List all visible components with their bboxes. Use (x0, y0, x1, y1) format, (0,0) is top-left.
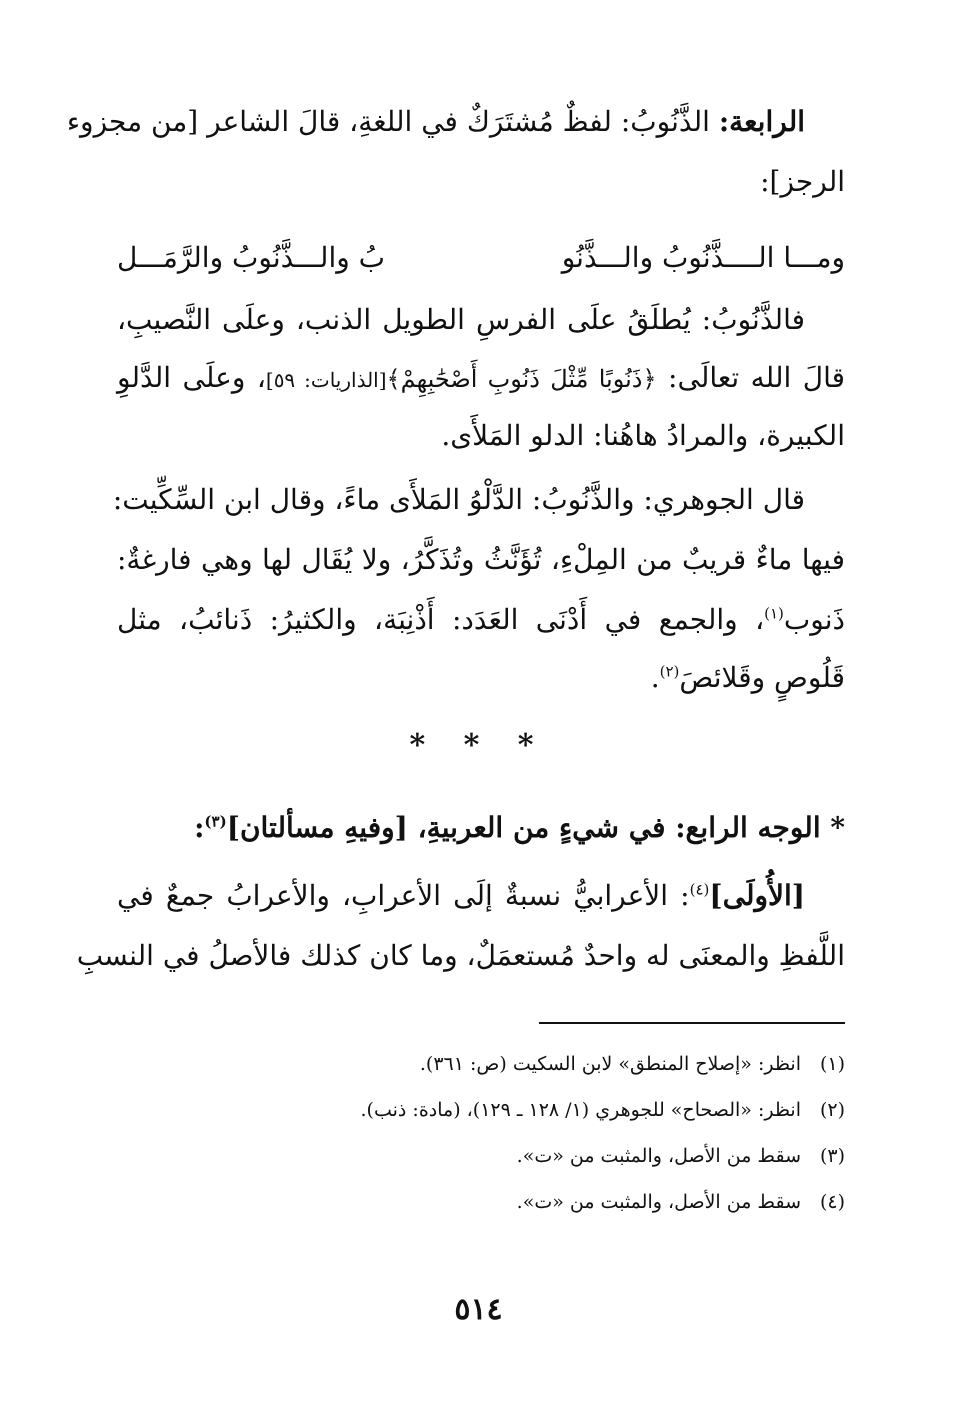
footnote (117, 1096, 845, 1124)
heading-text: * الوجه الرابع: في شيءٍ من العربيةِ، [وفيهِ مسألتان] (226, 811, 845, 844)
quran-reference: [الذاريات: ٥٩] (265, 368, 387, 392)
footnote-marker: (٣) (204, 812, 227, 831)
footnote-number: (٣) (819, 1145, 845, 1167)
paragraph-line (117, 358, 845, 400)
line-text: قَلُوصٍ وقَلائصَ (679, 661, 845, 694)
footnote-marker: (٢) (659, 662, 680, 681)
footnote-number: (٤) (819, 1191, 845, 1213)
paragraph-line (117, 876, 845, 916)
line-text: . (650, 661, 660, 694)
point-label: [الأُولَى] (709, 879, 805, 912)
section-separator: * * * (409, 728, 548, 763)
line-text: ذَنوب (783, 603, 845, 636)
poetry-verse (117, 238, 845, 282)
footnote-marker: (١) (764, 604, 784, 623)
paragraph-line: اللَّفظِ والمعنَى له واحدٌ مُستعمَلٌ، وما كان كذلك فالأصلُ في النسبِ (76, 939, 845, 972)
paragraph-line: الكبيرة، والمرادُ هاهُنا: الدلو المَلأَى. (441, 419, 845, 452)
line-text: : الأعرابيُّ نسبةٌ إلَى الأعرابِ، والأعرابُ جمعٌ في (117, 879, 690, 912)
paragraph-line: قال الجوهري: والذَّنُوبُ: الدَّلْوُ المَلأَى ماءً، وقال ابن السِّكِّيت: (112, 483, 805, 516)
verse-first-hemistich: ومـــا الــــذَّنُوبُ والـــذَّنُو (561, 241, 845, 274)
line-text: الذَّنُوبُ: لفظٌ مُشتَرَكٌ في اللغةِ، قالَ الشاعر [من مجزوء (66, 105, 719, 138)
footnote-number: (٢) (819, 1099, 845, 1121)
footnote (117, 1050, 845, 1078)
paragraph-line (117, 600, 845, 640)
verse-second-hemistich: بُ والـــذَّنُوبُ والرَّمَـــل (117, 241, 386, 274)
footnote-text: سقط من الأصل، والمثبت من «ت». (516, 1191, 801, 1213)
footnote (117, 1142, 845, 1170)
section-heading (117, 808, 845, 848)
page-number: ٥١٤ (454, 1292, 503, 1327)
footnote-number: (١) (819, 1053, 845, 1075)
paragraph-line: فيها ماءٌ قريبٌ من المِلْءِ، تُؤَنَّثُ وتُذَكَّرُ، ولا يُقَال لها وهي فارغةٌ: (117, 543, 845, 576)
paragraph-line: الرجز]: (760, 165, 845, 198)
footnote-text: انظر: «الصحاح» للجوهري (١/ ١٢٨ ـ ١٢٩)، (مادة: ذنب). (360, 1099, 801, 1121)
heading-end: : (194, 811, 205, 844)
paragraph-line (66, 102, 845, 142)
line-text: ، وعلَى الدَّلوِ (117, 361, 266, 394)
footnote-marker: (٤) (689, 880, 710, 899)
paragraph-line (117, 658, 845, 698)
footnote-text: انظر: «إصلاح المنطق» لابن السكيت (ص: ٣٦١). (419, 1053, 801, 1075)
footnote-divider (539, 1022, 845, 1024)
paragraph-line: فالذَّنُوبُ: يُطلَقُ علَى الفرسِ الطويل الذنب، وعلَى النَّصيبِ، (117, 303, 805, 336)
line-text: قالَ الله تعالَى: (656, 361, 846, 394)
quran-verse: ﴿ذَنُوبًا مِّثْلَ ذَنُوبِ أَصْحَٰبِهِمْ﴾ (386, 365, 657, 393)
line-text: ، والجمع في أَدْنَى العَدَد: أَذْنِبَة، والكثيرُ: ذَنائبُ، مثل (117, 603, 765, 636)
footnote (117, 1188, 845, 1216)
point-label: الرابعة: (718, 105, 805, 138)
footnote-text: سقط من الأصل، والمثبت من «ت». (516, 1145, 801, 1167)
